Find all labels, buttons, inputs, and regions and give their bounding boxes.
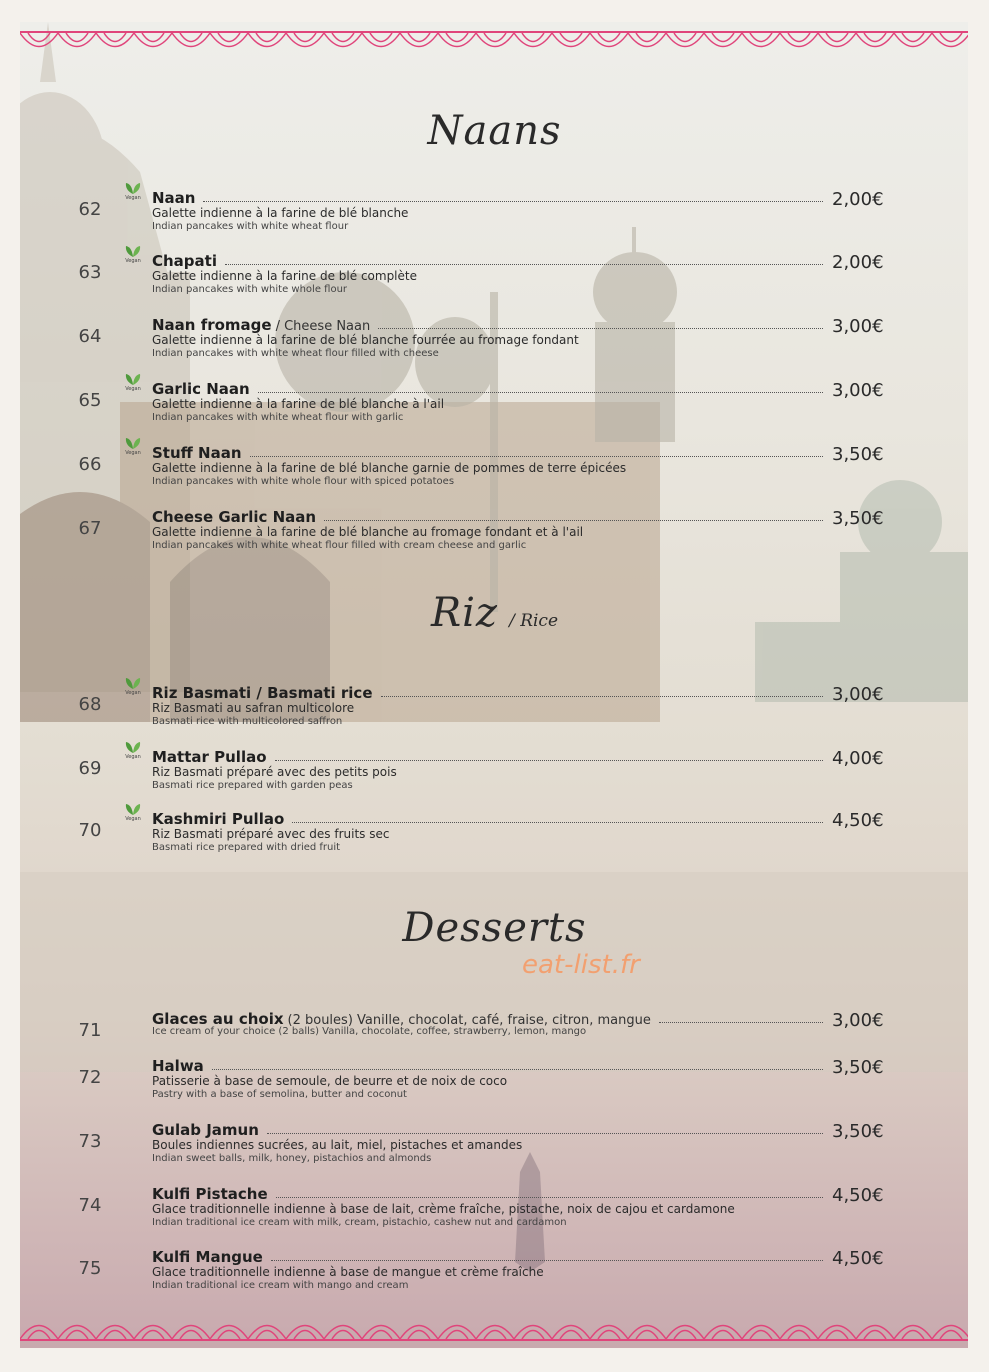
- list-item: [0, 808, 989, 868]
- vegan-badge: [122, 244, 144, 264]
- item-description-fr: Galette indienne à la farine de blé blanche à l'ail: [152, 397, 445, 411]
- item-name: Stuff Naan: [152, 444, 242, 462]
- item-name-extra: (2 boules) Vanille, chocolat, café, fraise, citron, mangue: [287, 1013, 651, 1028]
- item-description-en: Indian pancakes with white wheat flour filled with cheese: [152, 348, 439, 359]
- leaf-icon: [124, 436, 142, 450]
- item-description-fr: Riz Basmati préparé avec des petits pois: [152, 765, 397, 779]
- item-name-line: [152, 682, 829, 702]
- item-description-en: Indian pancakes with white whole flour: [152, 284, 348, 295]
- item-name-line: [152, 1055, 829, 1075]
- item-price: 3,00€: [832, 380, 884, 401]
- leaf-icon: [124, 676, 142, 690]
- list-item: [0, 506, 989, 566]
- item-name: Garlic Naan: [152, 380, 250, 398]
- vegan-label: Vegan: [125, 195, 141, 201]
- item-name-line: [152, 1119, 829, 1139]
- item-number: 70: [78, 820, 102, 841]
- riz-heading: Riz: [430, 590, 498, 636]
- item-price: 4,50€: [832, 1248, 884, 1269]
- item-price: 3,50€: [832, 444, 884, 465]
- leaf-icon: [124, 740, 142, 754]
- item-name: Halwa: [152, 1057, 204, 1075]
- vegan-badge: [122, 740, 144, 760]
- dot-leader: [258, 391, 823, 393]
- item-name: Riz Basmati / Basmati rice: [152, 684, 373, 702]
- item-description-fr: Galette indienne à la farine de blé blanche fourrée au fromage fondant: [152, 333, 579, 347]
- vegan-badge: [122, 372, 144, 392]
- item-name: Kulfi Mangue: [152, 1248, 263, 1266]
- vegan-badge: [122, 676, 144, 696]
- item-price: 3,00€: [832, 316, 884, 337]
- leaf-icon: [124, 181, 142, 195]
- item-name-line: [152, 1183, 829, 1203]
- item-price: 3,00€: [832, 684, 884, 705]
- item-price: 2,00€: [832, 252, 884, 273]
- dot-leader: [276, 1196, 823, 1198]
- item-description-fr: Galette indienne à la farine de blé blanche: [152, 206, 409, 220]
- item-number: 64: [78, 326, 102, 347]
- item-description-en: Indian pancakes with white whole flour with spiced potatoes: [152, 476, 455, 487]
- vegan-label: Vegan: [125, 386, 141, 392]
- vegan-badge: [122, 802, 144, 822]
- list-item: [0, 314, 989, 374]
- item-description-fr: Patisserie à base de semoule, de beurre et de noix de coco: [152, 1074, 508, 1088]
- item-description-fr: Galette indienne à la farine de blé blanche garnie de pommes de terre épicées: [152, 461, 627, 475]
- item-description-fr: Boules indiennes sucrées, au lait, miel, pistaches et amandes: [152, 1138, 523, 1152]
- item-name-extra: / Cheese Naan: [275, 319, 371, 334]
- dot-leader: [275, 759, 823, 761]
- item-price: 3,00€: [832, 1010, 884, 1031]
- dot-leader: [378, 327, 823, 329]
- item-number: 63: [78, 262, 102, 283]
- item-price: 3,50€: [832, 1121, 884, 1142]
- list-item: [0, 250, 989, 310]
- item-number: 65: [78, 390, 102, 411]
- dot-leader: [212, 1068, 823, 1070]
- list-item: [0, 1183, 989, 1243]
- item-description-fr: Galette indienne à la farine de blé blanche au fromage fondant et à l'ail: [152, 525, 584, 539]
- leaf-icon: [124, 244, 142, 258]
- item-description-en: Indian traditional ice cream with mango and cream: [152, 1280, 409, 1291]
- item-description-en: Indian pancakes with white wheat flour: [152, 221, 349, 232]
- list-item: [0, 442, 989, 502]
- item-number: 71: [78, 1020, 102, 1041]
- item-name-line: [152, 808, 829, 828]
- item-description-en: Indian traditional ice cream with milk, cream, pistachio, cashew nut and cardamon: [152, 1217, 567, 1228]
- dot-leader: [250, 455, 823, 457]
- item-price: 4,50€: [832, 1185, 884, 1206]
- item-name-line: [152, 506, 829, 526]
- item-number: 62: [78, 199, 102, 220]
- section-title-riz: [0, 590, 989, 636]
- item-description-en: Ice cream of your choice (2 balls) Vanilla, chocolate, coffee, strawberry, lemon, mango: [152, 1026, 587, 1037]
- vegan-label: Vegan: [125, 258, 141, 264]
- item-description-en: Basmati rice with multicolored saffron: [152, 716, 343, 727]
- item-description-fr: Riz Basmati préparé avec des fruits sec: [152, 827, 390, 841]
- vegan-label: Vegan: [125, 450, 141, 456]
- item-name: Mattar Pullao: [152, 748, 267, 766]
- item-number: 68: [78, 694, 102, 715]
- item-description-en: Indian pancakes with white wheat flour filled with cream cheese and garlic: [152, 540, 527, 551]
- bottom-decorative-border: [20, 1312, 968, 1342]
- item-description-fr: Glace traditionnelle indienne à base de mangue et crème fraîche: [152, 1265, 544, 1279]
- item-name: Kulfi Pistache: [152, 1185, 268, 1203]
- leaf-icon: [124, 372, 142, 386]
- item-description-fr: Riz Basmati au safran multicolore: [152, 701, 355, 715]
- vegan-badge: [122, 181, 144, 201]
- item-name: Chapati: [152, 252, 217, 270]
- list-item: [0, 1119, 989, 1179]
- leaf-icon: [124, 802, 142, 816]
- list-item: [0, 1246, 989, 1306]
- vegan-badge: [122, 436, 144, 456]
- item-number: 73: [78, 1131, 102, 1152]
- item-price: 2,00€: [832, 189, 884, 210]
- item-name: Naan fromage: [152, 316, 272, 334]
- dot-leader: [381, 695, 824, 697]
- item-description-en: Pastry with a base of semolina, butter and coconut: [152, 1089, 407, 1100]
- rice-subheading: / Rice: [509, 611, 559, 631]
- list-item: [0, 746, 989, 806]
- dot-leader: [292, 821, 823, 823]
- item-description-fr: Glace traditionnelle indienne à base de lait, crème fraîche, pistache, noix de cajou et cardamone: [152, 1202, 735, 1216]
- item-price: 3,50€: [832, 1057, 884, 1078]
- item-name-line: [152, 1246, 829, 1266]
- item-name-line: [152, 187, 829, 207]
- vegan-label: Vegan: [125, 690, 141, 696]
- vegan-label: Vegan: [125, 754, 141, 760]
- dot-leader: [203, 200, 823, 202]
- dot-leader: [324, 519, 823, 521]
- item-price: 4,50€: [832, 810, 884, 831]
- list-item: [0, 1055, 989, 1115]
- item-number: 69: [78, 758, 102, 779]
- watermark: eat-list.fr: [522, 950, 640, 980]
- item-name: Naan: [152, 189, 196, 207]
- section-title-desserts: [0, 905, 989, 951]
- item-description-en: Basmati rice prepared with garden peas: [152, 780, 353, 791]
- item-number: 66: [78, 454, 102, 475]
- item-description-en: Indian sweet balls, milk, honey, pistachios and almonds: [152, 1153, 432, 1164]
- item-number: 74: [78, 1195, 102, 1216]
- item-description-en: Basmati rice prepared with dried fruit: [152, 842, 341, 853]
- desserts-heading: Desserts: [402, 905, 587, 951]
- top-decorative-border: [20, 30, 968, 60]
- dot-leader: [225, 263, 823, 265]
- item-name-line: [152, 314, 829, 334]
- item-name-line: [152, 1008, 829, 1028]
- item-name-line: [152, 378, 829, 398]
- item-name: Cheese Garlic Naan: [152, 508, 317, 526]
- item-name-line: [152, 250, 829, 270]
- item-name: Gulab Jamun: [152, 1121, 259, 1139]
- item-number: 75: [78, 1258, 102, 1279]
- item-name: Glaces au choix: [152, 1010, 284, 1028]
- item-name-line: [152, 442, 829, 462]
- list-item: [0, 378, 989, 438]
- vegan-label: Vegan: [125, 816, 141, 822]
- list-item: [0, 682, 989, 742]
- naans-heading: Naans: [427, 108, 562, 154]
- dot-leader: [271, 1259, 823, 1261]
- dot-leader: [267, 1132, 823, 1134]
- list-item: [0, 187, 989, 247]
- item-name-line: [152, 746, 829, 766]
- section-title-naans: [0, 108, 989, 154]
- item-name: Kashmiri Pullao: [152, 810, 285, 828]
- item-description-fr: Galette indienne à la farine de blé complète: [152, 269, 417, 283]
- item-number: 72: [78, 1067, 102, 1088]
- item-price: 3,50€: [832, 508, 884, 529]
- item-description-en: Indian pancakes with white wheat flour with garlic: [152, 412, 404, 423]
- item-price: 4,00€: [832, 748, 884, 769]
- item-number: 67: [78, 518, 102, 539]
- dot-leader: [659, 1021, 823, 1023]
